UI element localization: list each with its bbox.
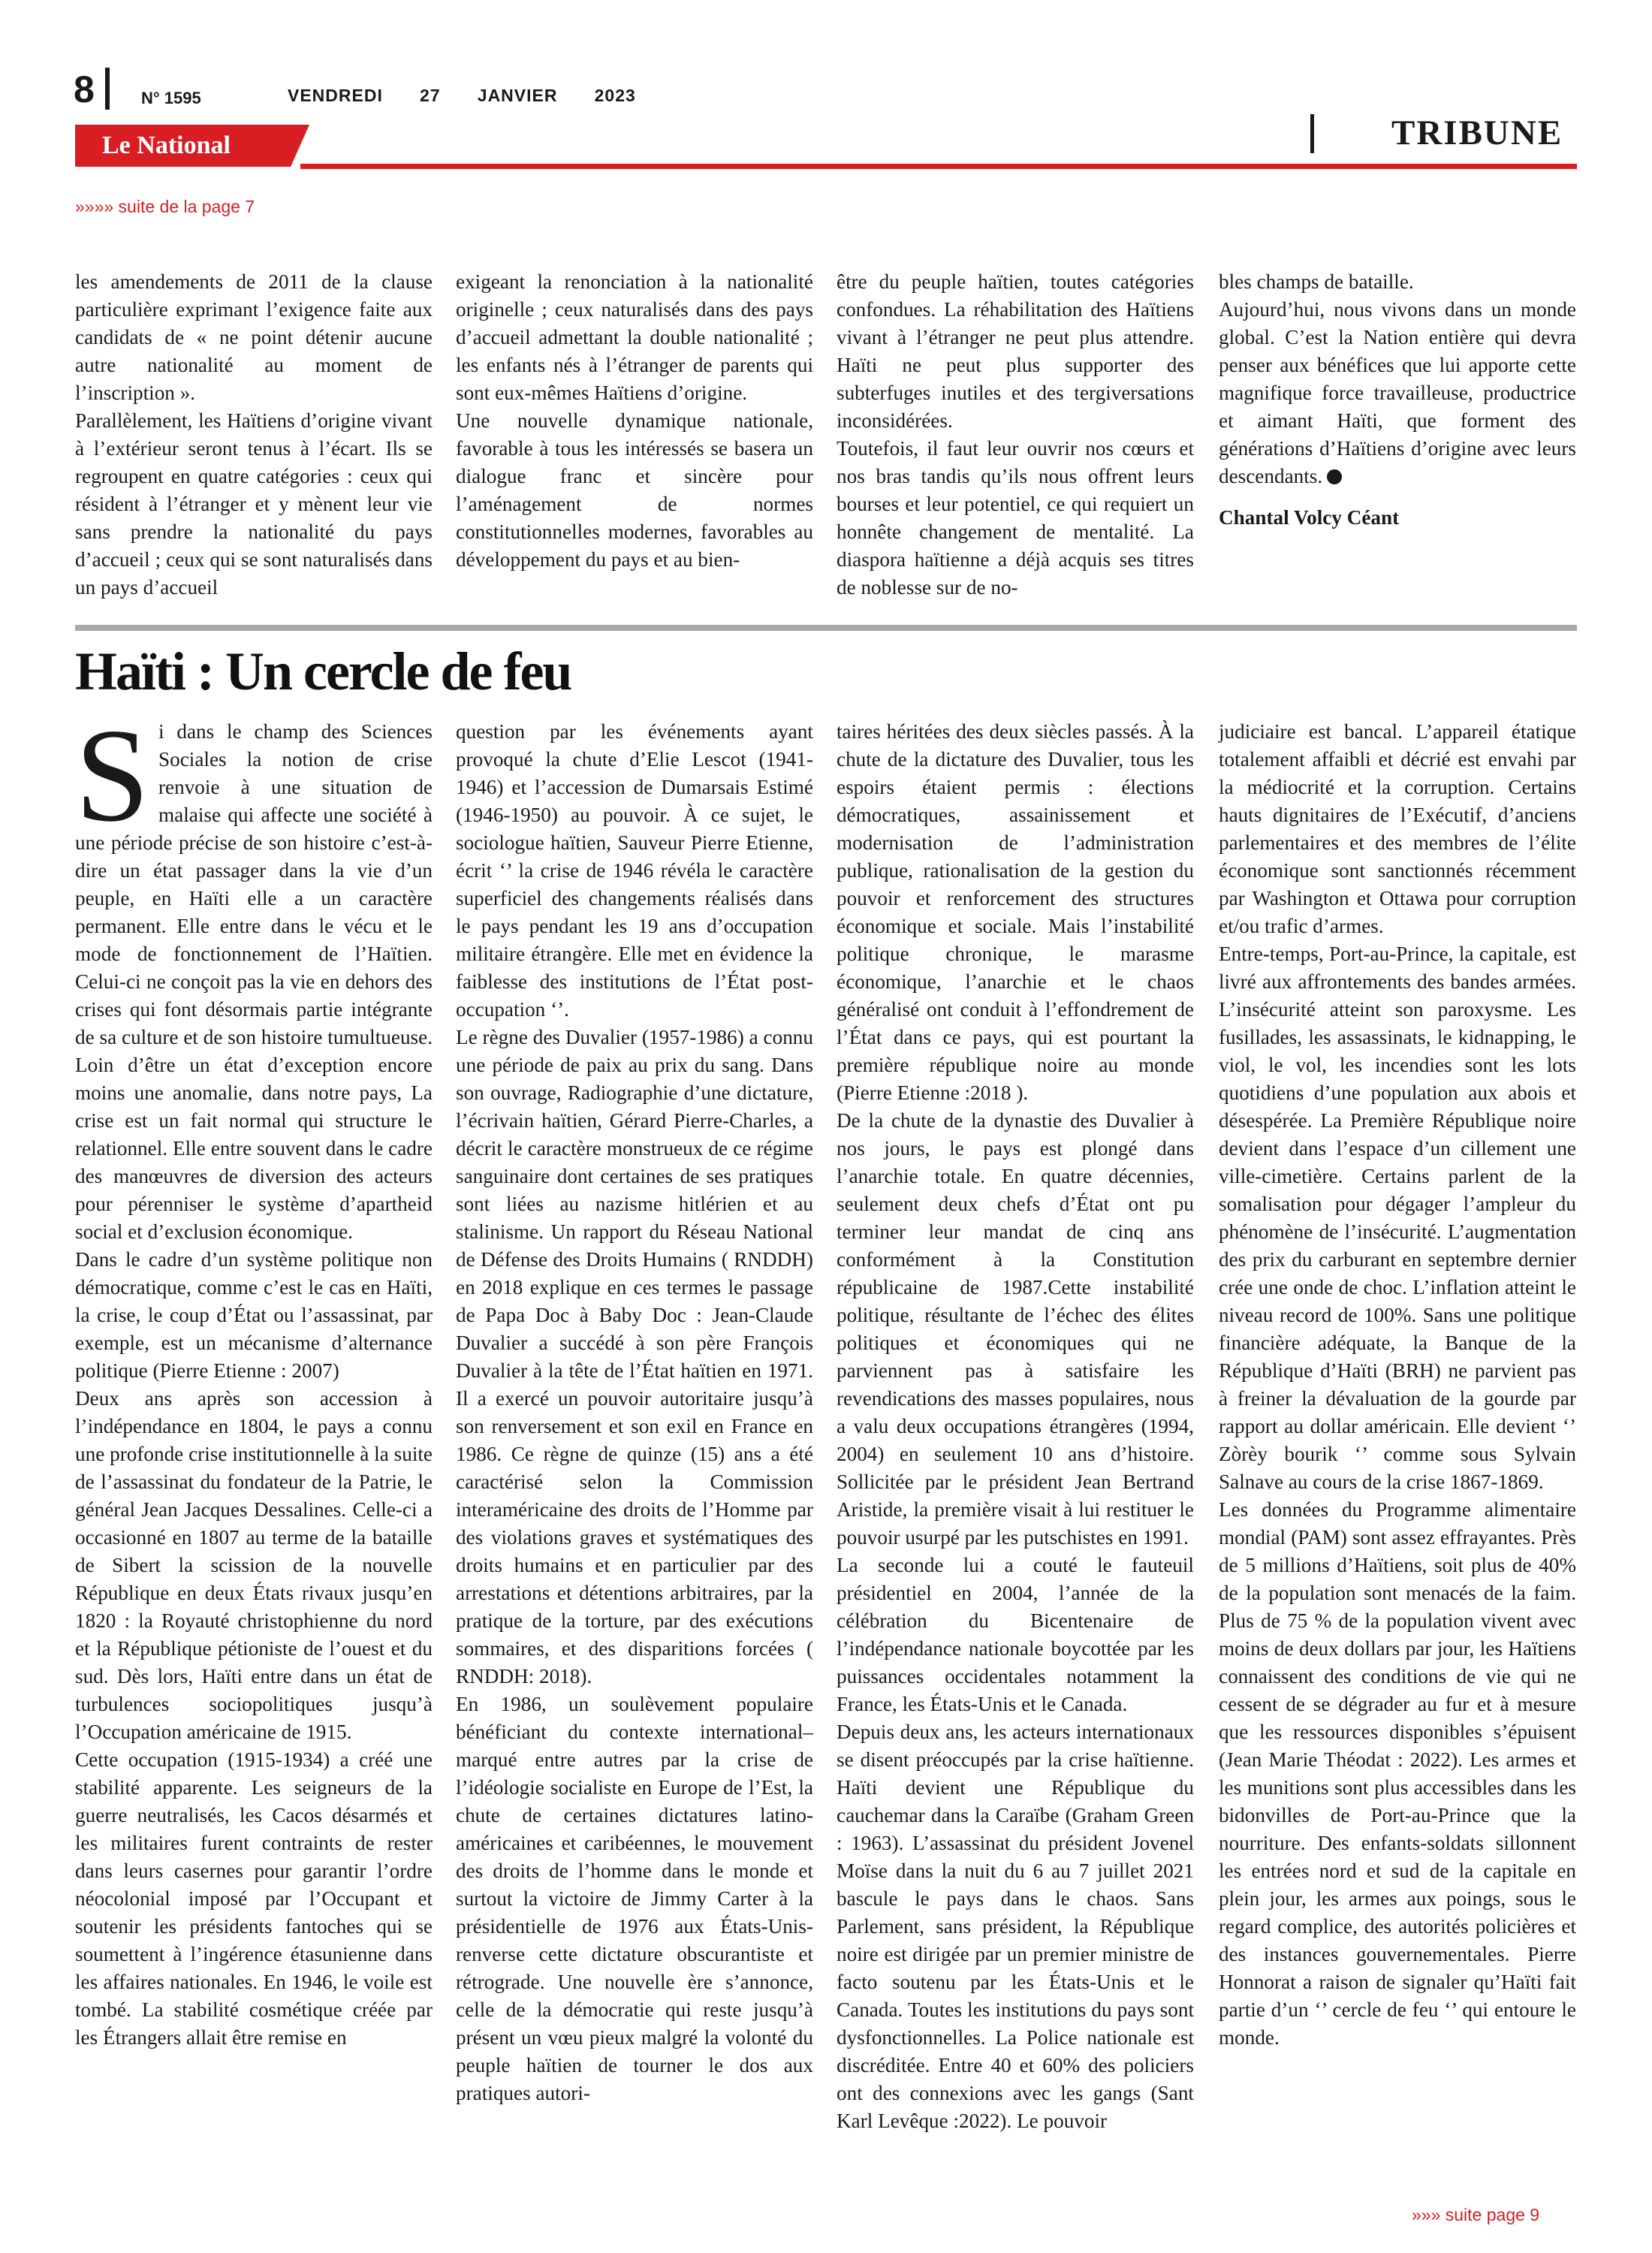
paragraph-text: Aujourd’hui, nous vivons dans un monde global. C’est la Nation entière qui devra penser aux bénéfices que lui apporte cette magnifique force travailleuse, productrice et aimant Haïti, que forment des générations d’Haïtiens d’origine avec leurs descendants. xyxy=(1219,298,1576,487)
page-number: 8 xyxy=(74,68,95,110)
paragraph: Dans le cadre d’un système politique non démocratique, comme c’est le cas en Haïti, la crise, le coup d’État ou l’assassinat, par exemple, est un mécanisme d’alternance politique (Pierre Etienne : 2007) xyxy=(75,1248,433,1382)
paragraph: exigeant la renonciation à la nationalité originelle ; ceux naturalisés dans des pays d’accueil admettant la double nationalité ; les enfants nés à l’étranger de parents qui sont eux-mêmes Haïtiens d’origine. xyxy=(456,270,813,404)
end-of-article-icon xyxy=(1327,469,1342,484)
article2-column-1 xyxy=(75,701,433,2052)
brand-logo: Le National xyxy=(102,131,231,159)
paragraph: Toutefois, il faut leur ouvrir nos cœurs et nos bras tandis qu’ils nous offrent leurs bourses et leur potentiel, ce qui requiert un honnête changement de mentalité. La diaspora haïtienne a déjà acquis ses titres de noblesse sur de no- xyxy=(837,437,1194,599)
issue-number: N° 1595 xyxy=(141,89,201,107)
paragraph: Entre-temps, Port-au-Prince, la capitale, est livré aux affrontements des bandes armées. L’insécurité atteint son paroxysme. Les fusillades, les assassinats, le kidnapping, le viol, le vol, les incendies sont les lots quotidiens d’une population aux abois et désespérée. La Première République noire devient dans l’espace d’un cillement une ville-cimetière. Certains parlent de la somalisation pour dégager l’ampleur du phénomène de l’insécurité. L’augmentation des prix du carburant en septembre dernier crée une onde de choc. L’inflation atteint le niveau record de 100%. Sans une politique financière adéquate, la Banque de la République d’Haïti (BRH) ne parvient pas à freiner la dévaluation de la gourde par rapport au dollar américain. Elle devient ‘’ Zòrèy bourik ‘’ comme sous Sylvain Salnave au cours de la crise 1867-1869. xyxy=(1219,943,1576,1493)
article1-column-1 xyxy=(75,268,433,602)
continued-on-link[interactable]: »»» suite page 9 xyxy=(1412,2205,1540,2224)
header-rule xyxy=(300,164,1577,169)
article1-column-4 xyxy=(1219,268,1576,532)
paragraph: Parallèlement, les Haïtiens d’origine vivant à l’extérieur seront tenus à l’écart. Ils se regroupent en quatre catégories : ceux qui résident à l’étranger et y mènent leur vie sans prendre la nationalité du pays d’accueil ; ceux qui se sont naturalisés dans un pays d’accueil xyxy=(75,409,433,599)
page-number-divider xyxy=(105,68,110,110)
author-signature: Chantal Volcy Céant xyxy=(1219,506,1400,529)
paragraph: En 1986, un soulèvement populaire bénéficiant du contexte international– marqué entre autres par la crise de l’idéologie socialiste en Europe de l’Est, la chute de certaines dictatures latino-américaines et caribéennes, le mouvement des droits de l’homme dans le monde et surtout la victoire de Jimmy Carter à la présidentielle de 1976 aux États-Unis-renverse cette dictature obscurantiste et rétrograde. Une nouvelle ère s’annonce, celle de la démocratie qui reste jusqu’à présent un vœu pieux malgré la volonté du peuple haïtien de tourner le dos aux pratiques autori- xyxy=(456,1693,813,2104)
paragraph: bles champs de bataille. xyxy=(1219,270,1414,293)
paragraph xyxy=(1219,296,1576,490)
paragraph: judiciaire est bancal. L’appareil étatique totalement affaibli et décrié est envahi par la médiocrité et la corruption. Certains hauts dignitaires de l’Exécutif, d’anciens parlementaires et des membres de l’élite économique sont sanctionnés récemment par Washington et Ottawa pour corruption et/ou trafic d’armes. xyxy=(1219,720,1576,937)
paragraph: Depuis deux ans, les acteurs internationaux se disent préoccupés par la crise haïtienne. Haïti devient une République du cauchemar dans la Caraïbe (Graham Green : 1963). L’assassinat du président Jovenel Moïse dans la nuit du 6 au 7 juillet 2021 bascule le pays dans le chaos. Sans Parlement, sans président, la République noire est dirigée par un premier ministre de facto soutenu par les États-Unis et le Canada. Toutes les institutions du pays sont dysfonctionnelles. La Police nationale est discréditée. Entre 40 et 60% des policiers ont des connexions avec les gangs (Sant Karl Levêque :2022). Le pouvoir xyxy=(837,1721,1194,2132)
article2-column-4 xyxy=(1219,718,1576,2052)
paragraph: Les données du Programme alimentaire mondial (PAM) sont assez effrayantes. Près de 5 millions d’Haïtiens, soit plus de 40% de la population sont menacés de la faim. Plus de 75 % de la population vivent avec moins de deux dollars par jour, les Haïtiens connaissent des conditions de vie qui ne cessent de se dégrader au fur et à mesure que les ressources disponibles s’épuisent (Jean Marie Théodat : 2022). Les armes et les munitions sont plus accessibles dans les bidonvilles de Port-au-Prince que la nourriture. Des enfants-soldats sillonnent les entrées nord et sud de la capitale en plein jour, les armes aux poings, sous le regard complice, des autorités policières et des instances gouvernementales. Pierre Honnorat a raison de signaler qu’Haïti fait partie d’un ‘’ cercle de feu ‘’ qui entoure le monde. xyxy=(1219,1498,1576,2049)
section-title: TRIBUNE xyxy=(1391,113,1563,152)
article1-column-3 xyxy=(837,268,1194,602)
paragraph: La seconde lui a couté le fauteuil présidentiel en 2004, l’année de la célébration du Bicentenaire de l’indépendance nationale boycottée par les puissances occidentales notamment la France, les États-Unis et le Canada. xyxy=(837,1554,1194,1715)
paragraph: Deux ans après son accession à l’indépendance en 1804, le pays a connu une profonde crise institutionnelle à la suite de l’assassinat du fondateur de la Patrie, le général Jean Jacques Dessalines. Celle-ci a occasionné en 1807 au terme de la bataille de Sibert la scission de la nouvelle République en deux États rivaux jusqu’en 1820 : la Royauté christophienne du nord et la République pétioniste de l’ouest et du sud. Dès lors, Haïti entre dans un état de turbulences sociopolitiques jusqu’à l’Occupation américaine de 1915. xyxy=(75,1387,433,1743)
paragraph: question par les événements ayant provoqué la chute d’Elie Lescot (1941-1946) et l’accession de Dumarsais Estimé (1946-1950) au pouvoir. À ce sujet, le sociologue haïtien, Sauveur Pierre Etienne, écrit ‘’ la crise de 1946 révéla le caractère superficiel des changements réalisés dans le pays pendant les 19 ans d’occupation militaire étrangère. Elle met en évidence la faiblesse des institutions de l’État post-occupation ‘’. xyxy=(456,720,813,1021)
article2-column-3 xyxy=(837,718,1194,2135)
paragraph xyxy=(75,701,433,1246)
paragraph: De la chute de la dynastie des Duvalier à nos jours, le pays est plongé dans l’anarchie totale. En quatre décennies, seulement deux chefs d’État ont pu terminer leur mandat de cinq ans conformément à la Constitution républicaine de 1987.Cette instabilité politique, résultante de l’échec des élites politiques et économiques qui ne parviennent pas à satisfaire les revendications des masses populaires, nous a valu deux occupations étrangères (1994, 2004) en seulement 10 ans d’histoire. Sollicitée par le président Jean Bertrand Aristide, la première visait à lui restituer le pouvoir usurpé par les putschistes en 1991. xyxy=(837,1109,1194,1549)
paragraph: Le règne des Duvalier (1957-1986) a connu une période de paix au prix du sang. Dans son ouvrage, Radiographie d’une dictature, l’écrivain haïtien, Gérard Pierre-Charles, a décrit le caractère monstrueux de ce régime sanguinaire dont certaines de ses pratiques sont liées au nazisme hitlérien et au stalinisme. Un rapport du Réseau National de Défense des Droits Humains ( RNDDH) en 2018 explique en ces termes le passage de Papa Doc à Baby Doc : Jean-Claude Duvalier a succédé à son père François Duvalier à la tête de l’État haïtien en 1971. Il a exercé un pouvoir autoritaire jusqu’à son renversement et son exil en France en 1986. Ce règne de quinze (15) ans a été caractérisé selon la Commission interaméricaine des droits de l’Homme par des violations graves et systématiques des droits humains et en particulier par des arrestations et détentions arbitraires, par la pratique de la torture, par des exécutions sommaires, et des disparitions forcées ( RNDDH: 2018). xyxy=(456,1026,813,1687)
paragraph: taires héritées des deux siècles passés. À la chute de la dictature des Duvalier, tous les espoirs étaient permis : élections démocratiques, assainissement et modernisation de l’administration publique, rationalisation de la gestion du pouvoir et renforcement des structures économique et sociale. Mais l’instabilité politique chronique, le marasme économique, l’anarchie et le chaos généralisé ont conduit à l’effondrement de l’État dans ce pays, qui est pourtant la première république noire au monde (Pierre Etienne :2018 ). xyxy=(837,720,1194,1104)
article-separator xyxy=(75,625,1577,631)
issue-date: VENDREDI 27 JANVIER 2023 xyxy=(288,86,636,105)
drop-cap: S xyxy=(75,701,149,849)
section-divider xyxy=(1310,114,1314,153)
paragraph-text: i dans le champ des Sciences Sociales la notion de crise renvoie à une situation de malaise qui affecte une société à une période précise de son histoire c’est-à-dire un état passager dans la vie d’un peuple, en Haïti elle a un caractère permanent. Elle entre dans le vécu et le mode de fonctionnement de l’Haïtien. Celui-ci ne conçoit pas la vie en dehors des crises qui font désormais partie intégrante de sa culture et de son histoire tumultueuse. Loin d’être un état d’exception encore moins une anomalie, dans notre pays, La crise est un fait normal qui structure le relationnel. Elle entre souvent dans le cadre des manœuvres de diversion des acteurs pour pérenniser le système d’apartheid social et d’exclusion économique. xyxy=(75,720,433,1243)
continued-from-link[interactable]: »»»» suite de la page 7 xyxy=(75,197,255,216)
paragraph: les amendements de 2011 de la clause particulière exprimant l’exigence faite aux candidats de « ne point détenir aucune autre nationalité au moment de l’inscription ». xyxy=(75,270,433,404)
article1-column-2 xyxy=(456,268,813,574)
paragraph: Cette occupation (1915-1934) a créé une stabilité apparente. Les seigneurs de la guerre neutralisés, les Cacos désarmés et les militaires furent contraints de rester dans leurs casernes pour garantir l’ordre néocolonial imposé par l’Occupant et soutenir les présidents fantoches qui se soumettent à l’ingérence étasunienne dans les affaires nationales. En 1946, le voile est tombé. La stabilité cosmétique créée par les Étrangers allait être remise en xyxy=(75,1748,433,2049)
article2-column-2 xyxy=(456,718,813,2107)
paragraph: Une nouvelle dynamique nationale, favorable à tous les intéressés se basera un dialogue franc et sincère pour l’aménagement de normes constitutionnelles modernes, favorables au développement du pays et au bien- xyxy=(456,409,813,571)
article-headline: Haïti : Un cercle de feu xyxy=(75,641,571,701)
paragraph: être du peuple haïtien, toutes catégories confondues. La réhabilitation des Haïtiens vivant à l’étranger ne peut plus attendre. Haïti ne peut plus supporter des subterfuges inutiles et des tergiversations inconsidérées. xyxy=(837,270,1194,432)
